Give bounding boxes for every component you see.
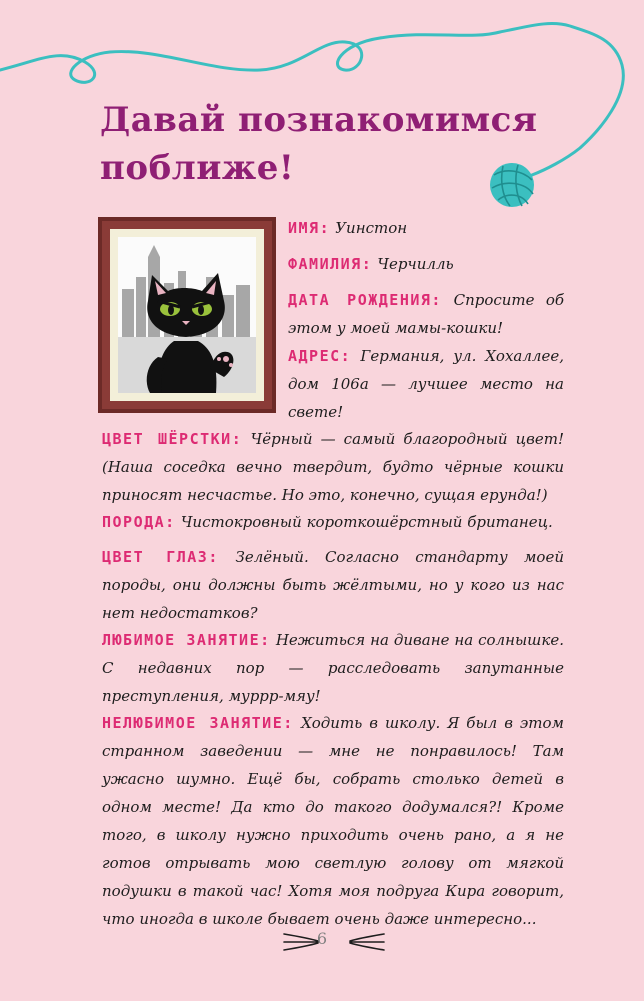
field-fur-color-value: Чёрный — самый благородный цвет! (Наша соседка вечно твердит, будто чёрные кошки приносят несчастье. Но это, конечно, сущая ерунда!) [102, 430, 565, 504]
field-name [288, 214, 564, 242]
field-eye-color [102, 543, 564, 627]
cat-portrait-image [118, 237, 256, 393]
field-breed [102, 508, 564, 536]
field-surname-label: ФАМИЛИЯ: [288, 255, 373, 273]
field-name-value: Уинстон [335, 219, 408, 237]
field-address-label: АДРЕС: [288, 347, 352, 365]
field-breed-label: ПОРОДА: [102, 513, 176, 531]
field-surname-value: Черчилль [377, 255, 454, 273]
field-favorite-activity-label: ЛЮБИМОЕ ЗАНЯТИЕ: [102, 631, 271, 649]
whiskers-right-icon [346, 930, 386, 954]
page-title: Давай познакомимся поближе! [100, 100, 538, 188]
field-unfavorite-activity-value: Ходить в школу. Я был в этом странном заведении — мне не понравилось! Там ужасно шумно. Ещё бы, собрать столько детей в одном месте! Да кто до такого додумался?! Кроме того, в школу нужно приходить очень рано, а я не готов отрывать мою светлую голову от мягкой подушки в такой час! Хотя моя подруга Кира говорит, что иногда в школе бывает очень даже интересно... [102, 714, 564, 928]
field-favorite-activity [102, 626, 564, 710]
field-unfavorite-activity [102, 709, 564, 933]
field-eye-color-value: Зелёный. Согласно стандарту моей породы, они должны быть жёлтыми, но у кого из нас нет недостатков? [102, 548, 565, 622]
field-favorite-activity-value: Нежиться на диване на солнышке. С недавних пор — расследовать запутанные преступления, муррр-мяу! [102, 631, 564, 705]
field-fur-color [102, 425, 564, 509]
field-birthdate [288, 286, 564, 342]
field-name-label: ИМЯ: [288, 219, 331, 237]
page-number: 6 [316, 929, 328, 948]
cat-portrait-frame [98, 217, 276, 413]
page-footer [0, 926, 644, 956]
field-address [288, 342, 564, 426]
field-fur-color-label: ЦВЕТ ШЁРСТКИ: [102, 430, 243, 448]
field-eye-color-label: ЦВЕТ ГЛАЗ: [102, 548, 219, 566]
field-address-value: Германия, ул. Хохаллее, дом 106а — лучшее место на свете! [288, 347, 564, 421]
field-surname [288, 250, 564, 278]
field-birthdate-label: ДАТА РОЖДЕНИЯ: [288, 291, 442, 309]
field-birthdate-value: Спросите об этом у моей мамы-кошки! [288, 291, 565, 337]
black-cat-icon [118, 237, 256, 393]
field-unfavorite-activity-label: НЕЛЮБИМОЕ ЗАНЯТИЕ: [102, 714, 294, 732]
field-breed-value: Чистокровный короткошёрстный британец. [180, 513, 553, 531]
